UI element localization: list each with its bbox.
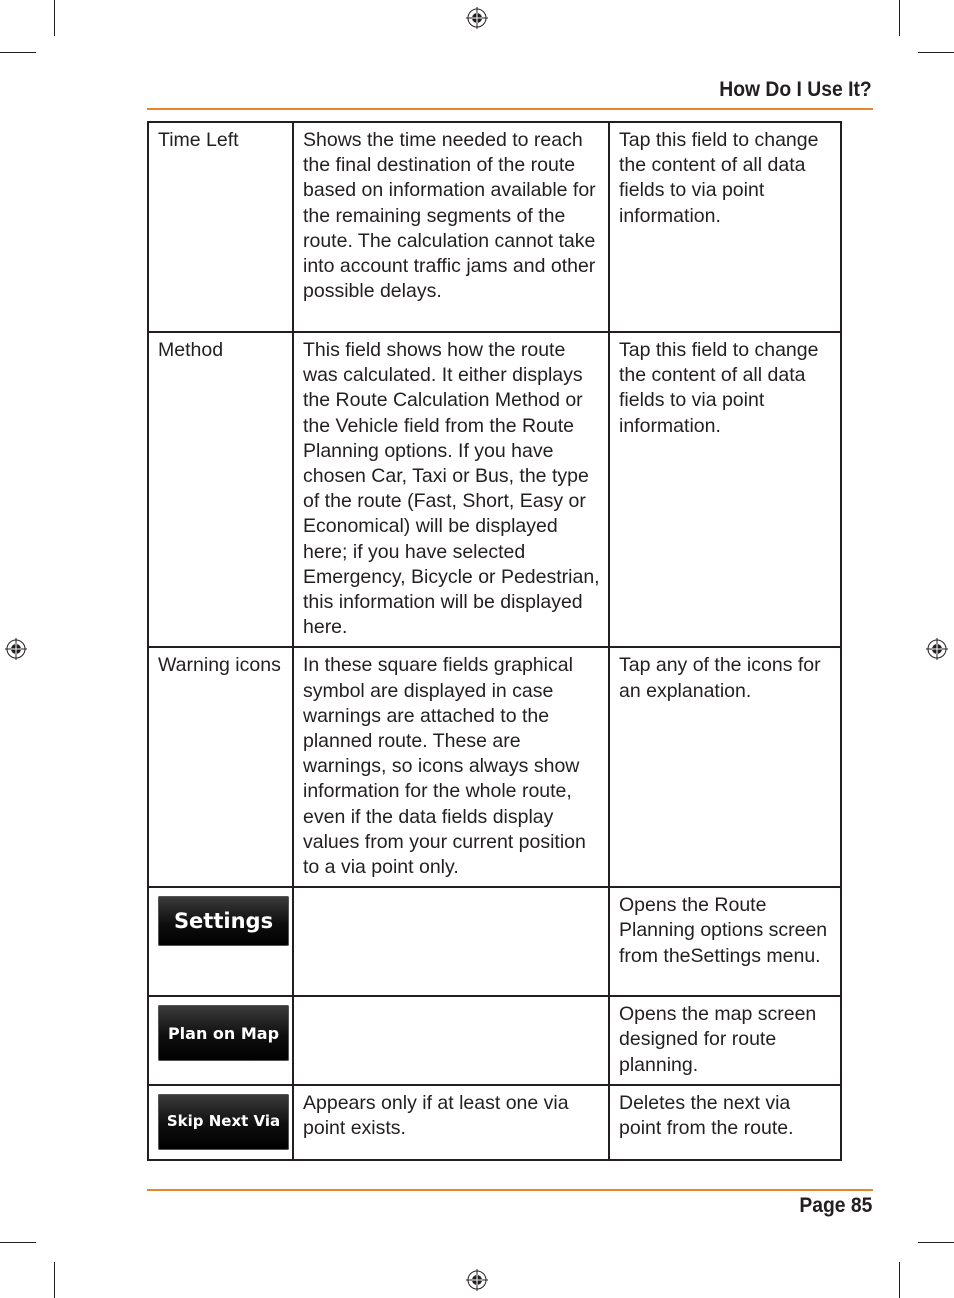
page-header-title: How Do I Use It? xyxy=(719,78,872,101)
header-rule xyxy=(147,108,873,110)
crop-mark xyxy=(899,1262,900,1298)
description-cell xyxy=(293,996,609,1085)
crop-mark xyxy=(918,52,954,53)
crop-mark xyxy=(54,0,55,36)
action-cell: Opens the map screen designed for route planning. xyxy=(609,996,841,1085)
term-cell: Method xyxy=(148,332,293,647)
registration-mark-icon xyxy=(5,638,27,660)
button-cell xyxy=(148,887,293,996)
registration-mark-icon xyxy=(466,7,488,29)
page-number: Page 85 xyxy=(798,1194,872,1217)
table-row xyxy=(148,332,841,647)
button-cell xyxy=(148,1085,293,1160)
description-cell: Shows the time needed to reach the final destination of the route based on information available for the remaining segments of the route. The calculation cannot take into account traffic jams and other possible delays. xyxy=(293,122,609,332)
settings-button[interactable]: Settings xyxy=(158,896,289,946)
crop-mark xyxy=(0,1242,36,1243)
registration-mark-icon xyxy=(466,1269,488,1291)
button-cell xyxy=(148,996,293,1085)
table-row xyxy=(148,1085,841,1160)
description-cell xyxy=(293,887,609,996)
term-cell: Warning icons xyxy=(148,647,293,887)
table-row xyxy=(148,996,841,1085)
action-cell: Opens the Route Planning options screen from theSettings menu. xyxy=(609,887,841,996)
footer-rule xyxy=(147,1189,873,1191)
table-row xyxy=(148,647,841,887)
action-cell: Tap this field to change the content of all data fields to via point information. xyxy=(609,122,841,332)
crop-mark xyxy=(918,1242,954,1243)
description-cell: Appears only if at least one via point exists. xyxy=(293,1085,609,1160)
skip-next-via-button[interactable]: Skip Next Via xyxy=(158,1094,289,1150)
term-cell: Time Left xyxy=(148,122,293,332)
description-cell: In these square fields graphical symbol are displayed in case warnings are attached to the planned route. These are warnings, so icons always show information for the whole route, even if the data fields display values from your current position to a via point only. xyxy=(293,647,609,887)
crop-mark xyxy=(0,52,36,53)
registration-mark-icon xyxy=(926,638,948,660)
table-row xyxy=(148,122,841,332)
action-cell: Tap this field to change the content of all data fields to via point information. xyxy=(609,332,841,647)
action-cell: Deletes the next via point from the route. xyxy=(609,1085,841,1160)
table-row xyxy=(148,887,841,996)
crop-mark xyxy=(54,1262,55,1298)
plan-on-map-button[interactable]: Plan on Map xyxy=(158,1005,289,1061)
action-cell: Tap any of the icons for an explanation. xyxy=(609,647,841,887)
reference-table xyxy=(147,121,842,1161)
crop-mark xyxy=(899,0,900,36)
description-cell: This field shows how the route was calculated. It either displays the Route Calculation Method or the Vehicle field from the Route Planning options. If you have chosen Car, Taxi or Bus, the type of the route (Fast, Short, Easy or Economical) will be displayed here; if you have selected Emergency, Bicycle or Pedestrian, this information will be displayed here. xyxy=(293,332,609,647)
